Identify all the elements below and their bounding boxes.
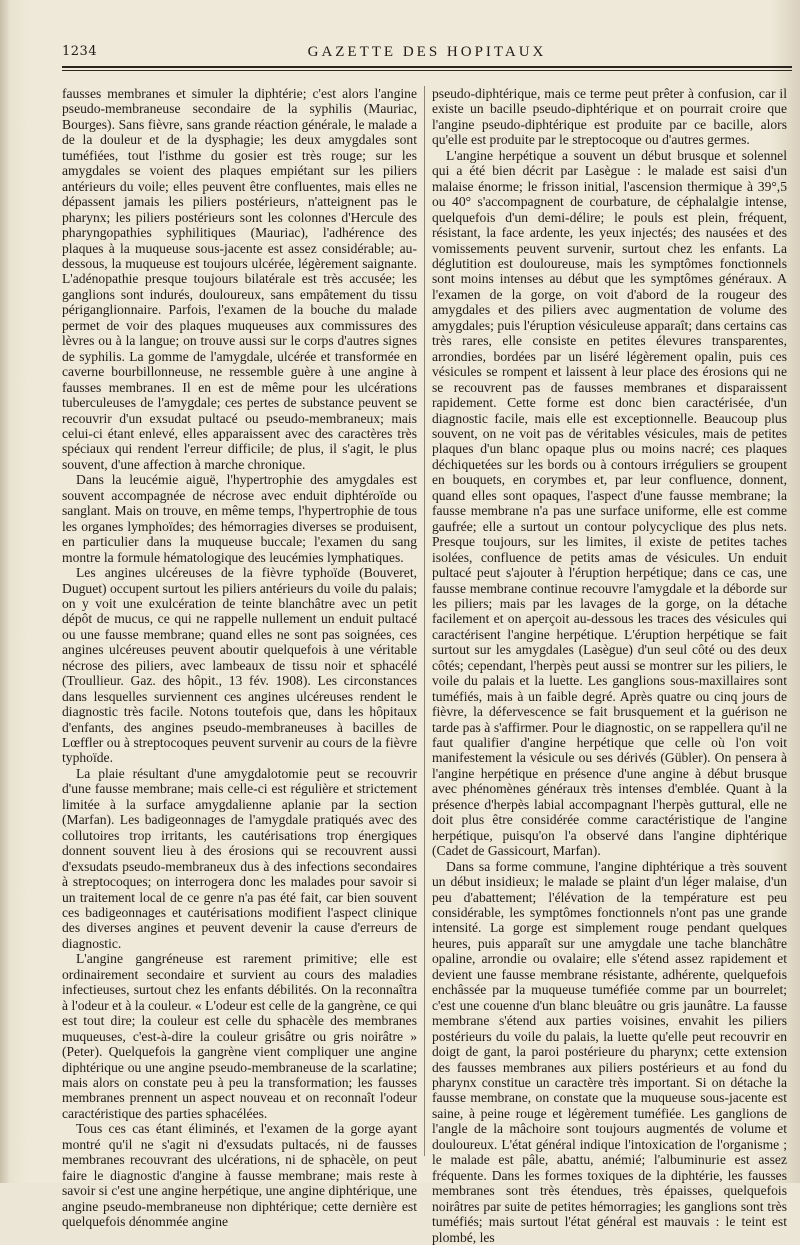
header-rule <box>62 66 792 68</box>
paragraph: pseudo-diphtérique, mais ce terme peut prêter à confusion, car il existe un bacille pseudo-diphtérique et on pourrait croire que l'angine pseudo-diphtérique est produite par ce bacille, alors qu'elle est produite par le streptocoque ou d'autres germes. <box>432 86 787 148</box>
paragraph: Dans sa forme commune, l'angine diphtérique a très souvent un début insidieux; le malade se plaint d'un léger malaise, d'un peu d'abattement; l'élévation de la température est peu considérable, les symptômes fonctionnels n'ont pas une grande intensité. La gorge est simplement rouge pendant quelques heures, puis apparaît sur une amygdale une tache blanchâtre opaline, arrondie ou ovalaire; elle s'étend assez rapidement et devient une fausse membrane résistante, adhérente, quelquefois enchâssée par la muqueuse tuméfiée comme par un bourrelet; c'est une couenne d'un blanc bleuâtre ou gris jaunâtre. La fausse membrane s'étend aux parties voisines, envahit les piliers postérieurs du voile du palais, la luette qu'elle peut recouvrir en doigt de gant, la paroi postérieure du pharynx; cette extension des fausses membranes aux piliers postérieurs et au fond du pharynx constitue un caractère très important. Si on détache la fausse membrane, on constate que la muqueuse sous-jacente est saine, à peine rouge et légèrement tuméfiée. Les ganglions de l'angle de la mâchoire sont toujours augmentés de volume et douloureux. L'état général indique l'intoxication de l'organisme ; le malade est pâle, abattu, anémié; l'albuminurie est assez fréquente. Dans les formes toxiques de la diphtérie, les fausses membranes sont très étendues, très épaisses, quelquefois noirâtres par suite de petites hémorragies; les ganglions sont très tuméfiés; mais surtout l'état général est mauvais : le teint est plombé, les <box>432 858 787 1245</box>
right-column <box>432 86 787 1245</box>
binding-shadow <box>0 0 10 1183</box>
paragraph: L'angine herpétique a souvent un début brusque et solennel qui a été bien décrit par Lasègue : le malade est saisi d'un malaise énorme; le frisson initial, l'ascension thermique à 39°,5 ou 40° s'accompagnent de courbature, de céphalalgie intense, quelquefois d'un demi-délire; le pouls est plein, fréquent, résistant, la face ardente, les yeux injectés; des nausées et des vomissements peuvent survenir, surtout chez les enfants. La déglutition est douloureuse, mais les symptômes fonctionnels sont moins intenses au début que les symptômes généraux. A l'examen de la gorge, on voit d'abord de la rougeur des amygdales et des piliers avec augmentation de volume des amygdales; puis l'éruption vésiculeuse apparaît; dans certains cas très rares, elle consiste en petites élevures transparentes, arrondies, bordées par un liséré légèrement opalin, puis ces vésicules se rompent et laissent à leur place des érosions qui ne se recouvrent pas de fausses membranes et disparaissent rapidement. Cette forme est donc bien caractérisée, d'un diagnostic facile, mais elle est exceptionnelle. Beaucoup plus souvent, on ne voit pas de véritables vésicules, mais de petites plaques d'un blanc opaque plus ou moins nacré; ces plaques déchiquetées sur les bords ou à contours irréguliers se groupent en bouquets, en corymbes et, par leur confluence, donnent, quand elles sont opaques, l'aspect d'une fausse membrane; la fausse membrane n'a pas une surface uniforme, elle est comme gaufrée; elle a surtout un contour polycyclique des plus nets. Presque toujours, sur les limites, il existe de petites taches isolées, confluence de petits amas de vésicules. Un enduit pultacé peut s'ajouter à l'éruption herpétique; dans ce cas, une fausse membrane continue recouvre l'amygdale et la déborde sur les piliers; mais par les lavages de la gorge, on la détache facilement et on aperçoit au-dessous les traces des vésicules qui caractérisent l'angine herpétique. L'éruption herpétique se fait surtout sur les amygdales (Lasègue) d'un seul côté ou des deux côtés; cependant, l'herpès peut aussi se montrer sur les piliers, le voile du palais et la luette. Les ganglions sous-maxillaires sont tuméfiés, mais à un faible degré. Après quatre ou cinq jours de fièvre, la défervescence se fait brusquement et la guérison ne tarde pas à s'affirmer. Pour le diagnostic, on se rappellera qu'il ne faut qualifier d'angine herpétique que celle où l'on voit manifestement la vésicule ou ses dérivés (Gübler). On pensera à l'angine herpétique en présence d'une angine à début brusque avec phénomènes généraux très intenses d'emblée. Quant à la présence d'herpès labial accompagnant l'herpès guttural, elle ne doit plus être considérée comme caractéristique de l'angine herpétique, puisqu'on l'a observé dans l'angine diphtérique (Cadet de Gassicourt, Marfan). <box>432 147 787 859</box>
paragraph: Dans la leucémie aiguë, l'hypertrophie des amygdales est souvent accompagnée de nécrose avec enduit diphtéroïde ou sanglant. Mais on trouve, en même temps, l'hypertrophie de tous les organes lymphoïdes; des hémorragies diverses se produisent, en particulier dans la muqueuse buccale; l'examen du sang montre la formule hématologique des leucémies lymphatiques. <box>62 472 417 565</box>
page-header <box>62 44 792 64</box>
column-divider <box>424 86 425 1156</box>
paragraph: fausses membranes et simuler la diphtérie; c'est alors l'angine pseudo-membraneuse secondaire de la syphilis (Mauriac, Bourges). Sans fièvre, sans grande réaction générale, le malade a de la douleur et de la dysphagie; les deux amygdales sont tuméfiées, tout l'isthme du gosier est très rouge; sur les amygdales se voient des plaques empiétant sur les piliers antérieurs du voile; elles peuvent être confluentes, mais elles ne dépassent jamais les piliers postérieurs, n'atteignent pas le pharynx; les piliers postérieurs sont les colonnes d'Hercule des pharyngopathies syphilitiques (Mauriac), l'adhérence des plaques à la muqueuse sous-jacente est assez considérable; au-dessous, la muqueuse est toujours ulcérée, légèrement saignante. L'adénopathie presque toujours bilatérale est très accusée; les ganglions sont indurés, douloureux, sans empâtement du tissu périganglionnaire. Parfois, l'examen de la bouche du malade permet de voir des plaques muqueuses aux commissures des lèvres ou à la langue; on trouve aussi sur le corps d'autres signes de syphilis. La gomme de l'amygdale, ulcérée et transformée en caverne bourbillonneuse, ne ressemble guère à une angine à fausses membranes. Il en est de même pour les ulcérations tuberculeuses de l'amygdale; ces pertes de substance peuvent se recouvrir d'un exsudat pultacé ou pseudo-membraneux; mais celui-ci étant enlevé, elles apparaissent avec des caractères très spéciaux qui rendent l'erreur difficile; de plus, il s'agit, le plus souvent, d'une affection à marche chronique. <box>62 86 417 472</box>
page-number: 1234 <box>62 44 98 59</box>
header-rule-thin <box>62 70 792 71</box>
paragraph: La plaie résultant d'une amygdalotomie peut se recouvrir d'une fausse membrane; mais celle-ci est régulière et strictement limitée à la surface amygdalienne aplanie par la section (Marfan). Les badigeonnages de l'amygdale pratiqués avec des collutoires trop irritants, les cautérisations trop énergiques donnent souvent lieu à des érosions qui se recouvrent aussi d'exsudats pseudo-membraneux dus à des infections secondaires à streptocoques; on interrogera donc les malades pour savoir si un traitement local de ce genre n'a pas été fait, car bien souvent ces badigeonnages et cautérisations modifient l'aspect clinique des diverses angines et peuvent devenir la cause d'erreurs de diagnostic. <box>62 765 417 951</box>
paragraph: Les angines ulcéreuses de la fièvre typhoïde (Bouveret, Duguet) occupent surtout les piliers antérieurs du voile du palais; on y voit une exulcération de teinte blanchâtre avec un petit dépôt de mucus, ce qui ne rappelle nullement un enduit pultacé ou une fausse membrane; quand elles ne sont pas soignées, ces angines ulcéreuses peuvent aboutir quelquefois à une véritable nécrose des piliers, avec lambeaux de tissu noir et sphacélé (Troullieur. Gaz. des hôpit., 13 fév. 1908). Les circonstances dans lesquelles surviennent ces angines ulcéreuses rendent le diagnostic très facile. Notons toutefois que, dans les hôpitaux d'enfants, des angines pseudo-membraneuses à bacilles de Lœffler ou à streptocoques peuvent survenir au cours de la fièvre typhoïde. <box>62 565 417 766</box>
paragraph: L'angine gangréneuse est rarement primitive; elle est ordinairement secondaire et survient au cours des maladies infectieuses, surtout chez les enfants débilités. On la reconnaîtra à l'odeur et à la couleur. « L'odeur est celle de la gangrène, ce qui est tout dire; la couleur est celle du sphacèle des membranes muqueuses, c'est-à-dire la couleur grisâtre ou gris noirâtre » (Peter). Quelquefois la gangrène vient compliquer une angine diphtérique ou une angine pseudo-membraneuse de la scarlatine; mais alors on constate peu à peu la transformation; les fausses membranes prennent un aspect nouveau et on reconnaît l'odeur caractéristique des parties sphacélées. <box>62 951 417 1121</box>
paragraph: Tous ces cas étant éliminés, et l'examen de la gorge ayant montré qu'il ne s'agit ni d'exsudats pultacés, ni de fausses membranes recouvrant des ulcérations, ni de sphacèle, on peut faire le diagnostic d'angine à fausse membrane; mais reste à savoir si c'est une angine herpétique, une angine diphtérique, une angine pseudo-membraneuse non diphtérique; cette dernière est quelquefois dénommée angine <box>62 1121 417 1230</box>
left-column <box>62 86 417 1230</box>
journal-title: GAZETTE DES HOPITAUX <box>307 44 547 60</box>
